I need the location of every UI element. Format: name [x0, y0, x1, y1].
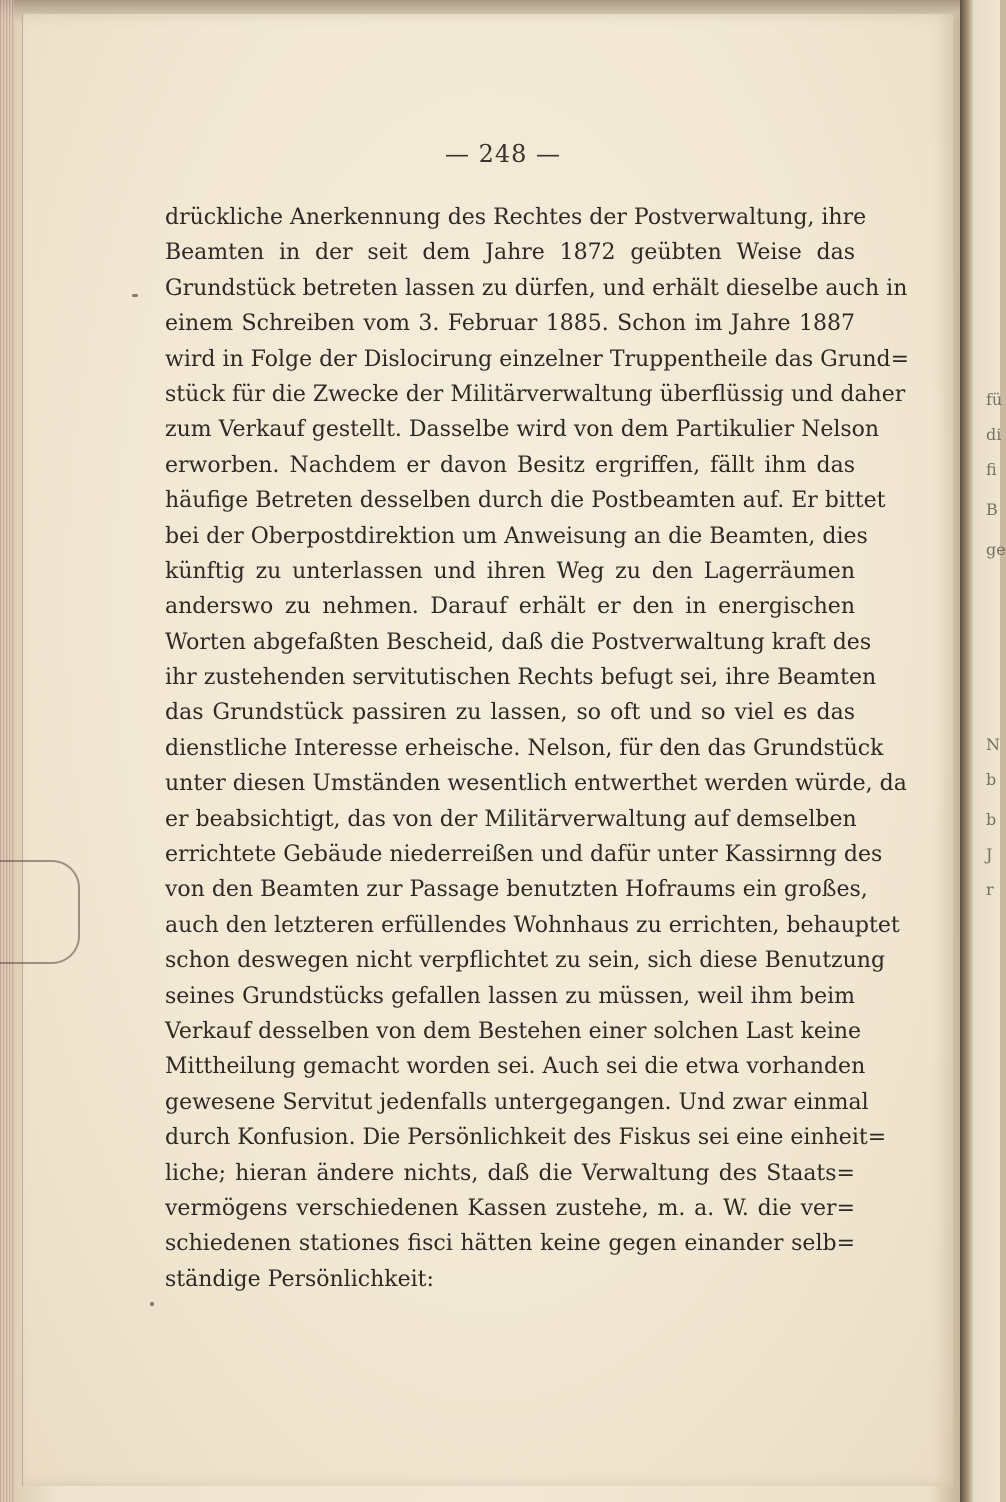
text-line: errichtete Gebäude niederreißen und dafür unter Kassirnng des — [165, 842, 883, 868]
text-line: seines Grundstücks gefallen lassen zu müssen, weil ihm beim — [165, 983, 855, 1009]
text-line: das Grundstück passiren zu lassen, so oft und so viel es das — [165, 700, 855, 726]
text-line: vermögens verschiedenen Kassen zustehe, m. a. W. die ver= — [165, 1195, 855, 1221]
body-text — [165, 200, 910, 1297]
text-line: wird in Folge der Dislocirung einzelner Truppentheile das Grund= — [165, 346, 910, 372]
next-page-fragment: ge — [986, 540, 1006, 559]
page-number: — 248 — — [444, 140, 562, 168]
text-line: drückliche Anerkennung des Rechtes der Postverwaltung, ihre — [165, 205, 867, 230]
text-line: von den Beamten zur Passage benutzten Hofraums ein großes, — [165, 877, 868, 903]
text-line: ständige Persönlichkeit: — [165, 1266, 434, 1292]
text-line: Mittheilung gemacht worden sei. Auch sei die etwa vorhanden — [165, 1054, 866, 1080]
next-page-fragment: r — [986, 880, 994, 899]
text-line: schon deswegen nicht verpflichtet zu sein, sich diese Benutzung — [165, 948, 886, 974]
next-page-fragment: di — [986, 425, 1002, 444]
text-line: häufige Betreten desselben durch die Postbeamten auf. Er bittet — [165, 488, 886, 514]
text-line: einem Schreiben vom 3. Februar 1885. Schon im Jahre 1887 — [165, 311, 855, 337]
text-line: Worten abgefaßten Bescheid, daß die Postverwaltung kraft des — [165, 629, 872, 655]
text-line: Grundstück betreten lassen zu dürfen, und erhält dieselbe auch in — [165, 275, 908, 301]
page-edges — [0, 0, 14, 1502]
next-page-fragment: N — [986, 735, 1000, 754]
text-line: Beamten in der seit dem Jahre 1872 geübten Weise das — [165, 240, 855, 266]
text-line: unter diesen Umständen wesentlich entwerthet werden würde, da — [165, 771, 907, 797]
text-line: durch Konfusion. Die Persönlichkeit des Fiskus sei eine einheit= — [165, 1125, 887, 1151]
next-page-fragment: B — [986, 500, 998, 519]
margin-mark — [132, 294, 138, 297]
text-line: stück für die Zwecke der Militärverwaltung überflüssig und daher — [165, 381, 906, 407]
paper-clip-mark — [0, 860, 80, 964]
text-line: erworben. Nachdem er davon Besitz ergriffen, fällt ihm das — [165, 452, 855, 478]
text-line: zum Verkauf gestellt. Dasselbe wird von dem Partikulier Nelson — [165, 417, 880, 443]
text-line: Verkauf desselben von dem Bestehen einer solchen Last keine — [165, 1018, 862, 1044]
text-line: schiedenen stationes fisci hätten keine gegen einander selb= — [165, 1231, 855, 1257]
text-line: gewesene Servitut jedenfalls untergegangen. Und zwar einmal — [165, 1089, 869, 1115]
next-page-fragment: b — [986, 810, 997, 829]
margin-mark — [150, 1302, 154, 1306]
text-line: dienstliche Interesse erheische. Nelson, für den das Grundstück — [165, 735, 884, 761]
next-page-fragment: J — [986, 845, 993, 864]
next-page-fragment: fü — [986, 390, 1003, 409]
text-line: künftig zu unterlassen und ihren Weg zu den Lagerräumen — [165, 558, 855, 584]
text-line: auch den letzteren erfüllendes Wohnhaus zu errichten, behauptet — [165, 912, 900, 938]
text-line: ihr zustehenden servitutischen Rechts befugt sei, ihre Beamten — [165, 665, 877, 691]
next-page-fragment: b — [986, 770, 997, 789]
text-line: bei der Oberpostdirektion um Anweisung an die Beamten, dies — [165, 523, 868, 549]
next-page-fragment: fi — [986, 460, 997, 479]
text-line: er beabsichtigt, das von der Militärverwaltung auf demselben — [165, 806, 857, 832]
text-line: liche; hieran ändere nichts, daß die Verwaltung des Staats= — [165, 1160, 855, 1186]
text-line: anderswo zu nehmen. Darauf erhält er den in energischen — [165, 594, 855, 620]
